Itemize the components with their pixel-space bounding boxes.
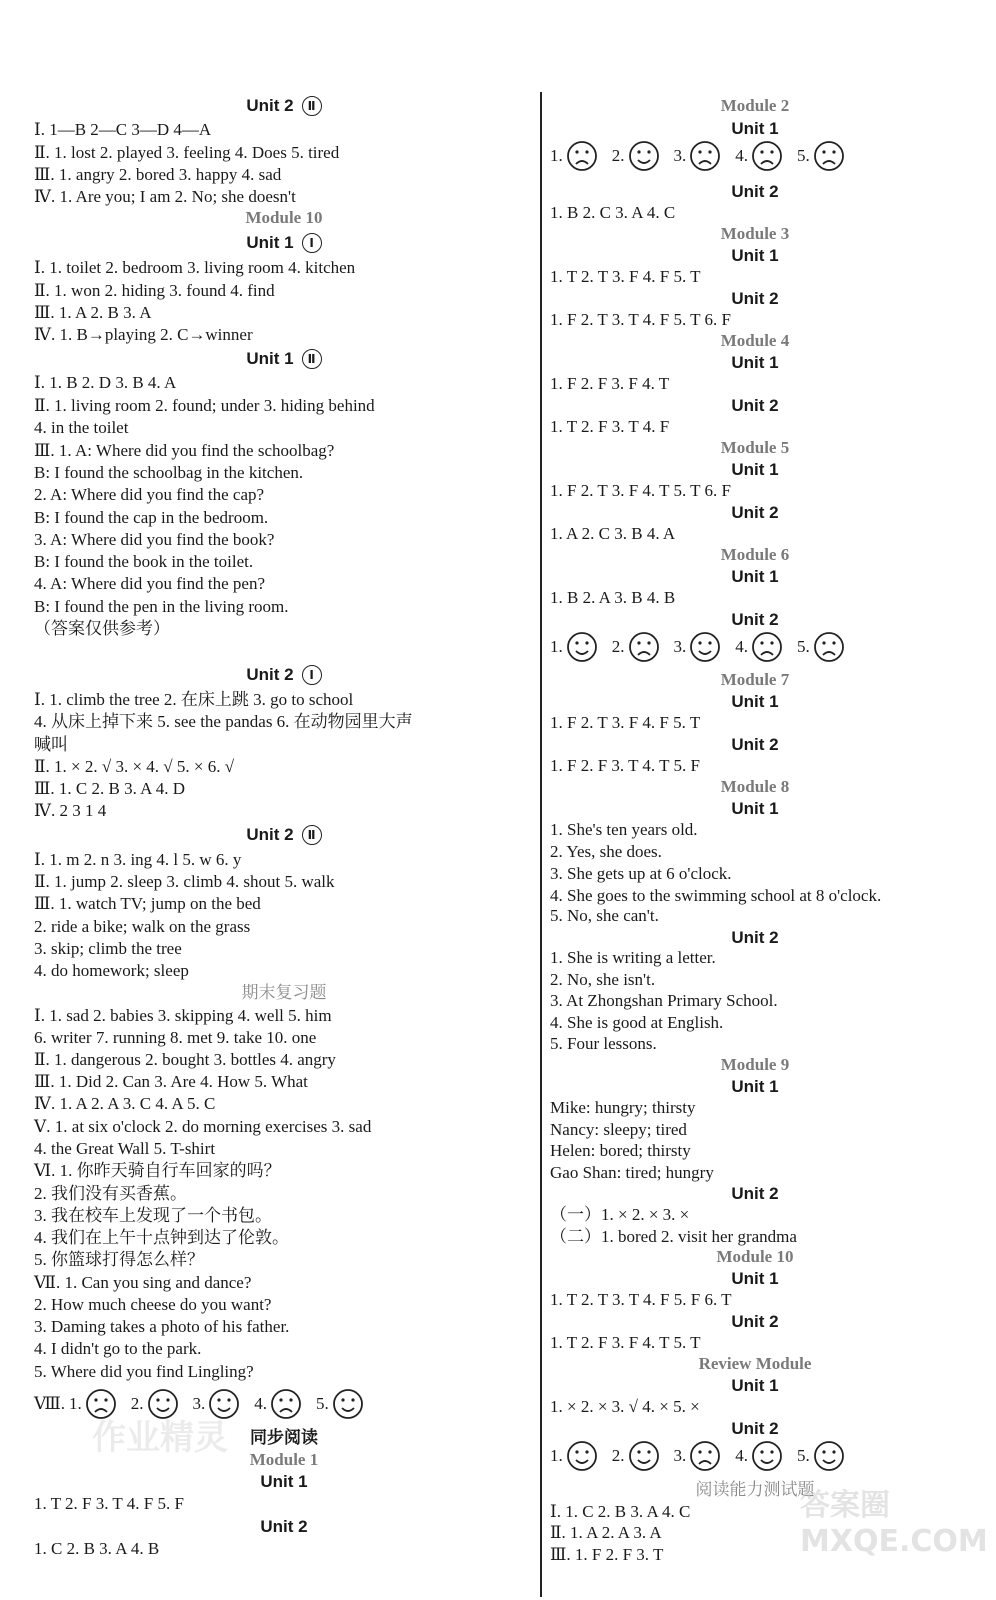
answer-line <box>550 1013 723 1033</box>
part-number-badge: Ⅱ <box>302 349 322 369</box>
answer-line <box>34 619 170 639</box>
answer-line <box>34 574 265 594</box>
answer-line <box>550 1502 690 1522</box>
face-answer-row <box>550 140 859 172</box>
section-heading <box>550 777 960 797</box>
line-text: 1. F 2. T 3. F 4. T 5. T 6. F <box>550 481 731 500</box>
sad-face-icon: 3. <box>674 140 722 172</box>
sad-face-icon: 2. <box>612 631 660 663</box>
answer-line <box>34 1117 371 1137</box>
line-text: Unit 2 <box>246 825 294 844</box>
line-text: 4. 我们在上午十点钟到达了伦敦。 <box>34 1228 289 1247</box>
answer-line <box>34 735 68 755</box>
answer-line <box>34 1339 201 1359</box>
unit-heading <box>34 1472 534 1492</box>
line-text: Unit 1 <box>260 1472 308 1491</box>
line-text: Unit 2 <box>731 503 779 522</box>
line-text: Unit 2 <box>731 396 779 415</box>
line-text: 1. T 2. F 3. T 4. F 5. F <box>34 1494 184 1513</box>
line-text: Ⅱ. 1. lost 2. played 3. feeling 4. Does 5. tired <box>34 143 340 162</box>
sad-face-icon: 1. <box>69 1388 117 1420</box>
sad-face-icon: 5. <box>797 140 845 172</box>
unit-heading <box>550 289 960 309</box>
answer-line <box>550 1227 797 1247</box>
answer-line <box>34 939 182 959</box>
answer-line <box>34 712 413 732</box>
line-text: （一）1. × 2. × 3. × <box>550 1205 690 1224</box>
answer-line <box>550 1397 700 1417</box>
line-text: 1. F 2. F 3. T 4. T 5. F <box>550 756 700 775</box>
answer-line <box>550 842 662 862</box>
line-text: 1. B 2. C 3. A 4. C <box>550 203 676 222</box>
line-text: 3. 我在校车上发现了一个书包。 <box>34 1206 272 1225</box>
answer-line <box>550 1141 691 1161</box>
face-answer-row <box>550 1440 859 1472</box>
line-text: Module 4 <box>720 331 790 350</box>
answer-line <box>34 1050 336 1070</box>
answer-line <box>550 417 669 437</box>
line-text: 4. She goes to the swimming school at 8 o'clock. <box>550 886 882 905</box>
answer-line <box>550 906 659 926</box>
line-text: Ⅰ. 1. B 2. D 3. B 4. A <box>34 373 177 392</box>
line-text: Module 2 <box>720 96 790 115</box>
line-text: Unit 2 <box>246 665 294 684</box>
unit-heading <box>550 692 960 712</box>
line-text: 3. skip; climb the tree <box>34 939 182 958</box>
unit-heading <box>550 1077 960 1097</box>
line-text: Unit 1 <box>731 1077 779 1096</box>
section-heading <box>34 208 534 228</box>
answer-line <box>34 872 335 892</box>
unit-heading <box>34 1517 534 1537</box>
line-text: Ⅱ. 1. A 2. A 3. A <box>550 1523 662 1542</box>
line-text: Gao Shan: tired; hungry <box>550 1163 714 1182</box>
line-text: 4. A: Where did you find the pen? <box>34 574 266 593</box>
line-text: Ⅰ. 1. sad 2. babies 3. skipping 4. well 5. him <box>34 1006 332 1025</box>
unit-heading <box>550 396 960 416</box>
watermark-left: 作业精灵 <box>92 1418 228 1458</box>
unit-heading <box>550 1376 960 1396</box>
sad-face-icon: 3. <box>674 1440 722 1472</box>
answer-line <box>550 1333 701 1353</box>
line-text: 3. At Zhongshan Primary School. <box>550 991 778 1010</box>
answer-line <box>34 1184 187 1204</box>
line-text: Unit 2 <box>731 735 779 754</box>
line-text: 3. Daming takes a photo of his father. <box>34 1317 290 1336</box>
line-text: Module 10 <box>245 208 323 227</box>
unit-heading <box>550 1269 960 1289</box>
line-text: Ⅱ. 1. won 2. hiding 3. found 4. find <box>34 281 275 300</box>
answer-line <box>34 1072 308 1092</box>
line-text: Unit 2 <box>731 1419 779 1438</box>
line-text: Ⅳ. 1. A 2. A 3. C 4. A 5. C <box>34 1094 216 1113</box>
unit-heading <box>550 735 960 755</box>
line-text: Unit 2 <box>731 289 779 308</box>
sad-face-icon: 5. <box>797 631 845 663</box>
unit-heading <box>34 825 534 845</box>
line-text: 3. She gets up at 6 o'clock. <box>550 864 732 883</box>
answer-line <box>550 886 881 906</box>
unit-heading <box>550 1312 960 1332</box>
line-text: Unit 1 <box>731 246 779 265</box>
answer-line <box>34 396 375 416</box>
unit-heading <box>550 246 960 266</box>
answer-line <box>550 948 716 968</box>
section-heading <box>550 96 960 116</box>
line-text: Unit 1 <box>731 1269 779 1288</box>
line-text: Unit 1 <box>731 460 779 479</box>
part-number-badge: Ⅱ <box>302 96 322 116</box>
line-text: Unit 1 <box>731 567 779 586</box>
happy-face-icon: 3. <box>193 1388 241 1420</box>
answer-line <box>34 485 264 505</box>
line-text: Unit 2 <box>731 1312 779 1331</box>
line-text: Ⅳ. 1. Are you; I am 2. No; she doesn't <box>34 187 296 206</box>
line-text: Unit 1 <box>731 353 779 372</box>
line-text: Unit 1 <box>731 1376 779 1395</box>
line-text: Unit 2 <box>731 182 779 201</box>
answer-line <box>550 1205 689 1225</box>
section-heading <box>550 1247 960 1267</box>
line-text: Module 1 <box>249 1450 319 1469</box>
answer-line <box>34 1317 289 1337</box>
unit-heading <box>550 460 960 480</box>
line-text: Unit 2 <box>246 96 294 115</box>
happy-face-icon: 3. <box>674 631 722 663</box>
line-text: Ⅲ. 1. C 2. B 3. A 4. D <box>34 779 185 798</box>
line-text: 4. in the toilet <box>34 418 129 437</box>
line-text: Module 9 <box>720 1055 790 1074</box>
line-text: Helen: bored; thirsty <box>550 1141 691 1160</box>
line-text: Ⅳ. 2 3 1 4 <box>34 801 107 820</box>
part-number-badge: Ⅰ <box>302 665 322 685</box>
line-text: Ⅲ. 1. F 2. F 3. T <box>550 1545 664 1564</box>
line-text: Ⅱ. 1. living room 2. found; under 3. hiding behind <box>34 396 375 415</box>
unit-heading <box>550 503 960 523</box>
answer-line <box>550 1098 695 1118</box>
line-text: Ⅲ. 1. Did 2. Can 3. Are 4. How 5. What <box>34 1072 308 1091</box>
line-text: Ⅲ. 1. A 2. B 3. A <box>34 303 152 322</box>
answer-line <box>550 374 669 394</box>
watermark-right: 答案圈 MXQE.COM <box>800 1488 988 1559</box>
happy-face-icon: 5. <box>797 1440 845 1472</box>
answer-line <box>550 1163 714 1183</box>
answer-line <box>34 1362 254 1382</box>
answer-line <box>34 508 268 528</box>
line-text: 喊叫 <box>34 735 68 754</box>
answer-line <box>34 894 261 914</box>
unit-heading <box>34 665 534 685</box>
line-text: 1. A 2. C 3. B 4. A <box>550 524 676 543</box>
answer-line <box>34 1094 215 1114</box>
line-text: 4. I didn't go to the park. <box>34 1339 202 1358</box>
line-text: 1. C 2. B 3. A 4. B <box>34 1539 160 1558</box>
line-text: Ⅰ. 1. climb the tree 2. 在床上跳 3. go to school <box>34 690 354 709</box>
part-number-badge: Ⅰ <box>302 233 322 253</box>
answer-line <box>34 1228 289 1248</box>
line-text: 1. F 2. T 3. T 4. F 5. T 6. F <box>550 310 731 329</box>
answer-line <box>34 463 303 483</box>
line-text: B: I found the book in the toilet. <box>34 552 254 571</box>
line-text: 2. No, she isn't. <box>550 970 656 989</box>
line-text: 4. the Great Wall 5. T-shirt <box>34 1139 216 1158</box>
answer-line <box>34 530 274 550</box>
line-text: Ⅱ. 1. jump 2. sleep 3. climb 4. shout 5. walk <box>34 872 335 891</box>
happy-face-icon: 2. <box>612 140 660 172</box>
line-text: 2. Yes, she does. <box>550 842 662 861</box>
line-text: Ⅲ. 1. watch TV; jump on the bed <box>34 894 261 913</box>
section-heading <box>550 438 960 458</box>
happy-face-icon: 2. <box>612 1440 660 1472</box>
answer-line <box>34 961 189 981</box>
line-text: 1. T 2. F 3. T 4. F <box>550 417 670 436</box>
answer-line <box>550 267 701 287</box>
answer-line <box>34 690 353 710</box>
section-heading <box>550 1055 960 1075</box>
line-text: 5. 你篮球打得怎么样？ <box>34 1250 204 1269</box>
line-text: Module 7 <box>720 670 790 689</box>
unit-heading <box>550 1419 960 1439</box>
answer-line <box>34 281 275 301</box>
happy-face-icon: 2. <box>131 1388 179 1420</box>
line-text: 1. F 2. T 3. F 4. F 5. T <box>550 713 701 732</box>
sad-face-icon: 4. <box>735 140 783 172</box>
line-text: 1. × 2. × 3. √ 4. × 5. × <box>550 1397 700 1416</box>
line-text: 6. writer 7. running 8. met 9. take 10. one <box>34 1028 317 1047</box>
section-heading <box>34 983 534 1003</box>
answer-line <box>34 187 296 207</box>
line-text: Module 5 <box>720 438 790 457</box>
happy-face-icon: 5. <box>316 1388 364 1420</box>
section-heading <box>550 545 960 565</box>
line-text: 阅读能力测试题 <box>695 1480 815 1499</box>
answer-line <box>34 850 241 870</box>
row-prefix: Ⅷ. <box>34 1394 66 1413</box>
happy-face-icon: 4. <box>735 1440 783 1472</box>
line-text: Ⅲ. 1. angry 2. bored 3. happy 4. sad <box>34 165 282 184</box>
line-text: 2. A: Where did you find the cap? <box>34 485 265 504</box>
line-text: Ⅱ. 1. × 2. √ 3. × 4. √ 5. × 6. √ <box>34 757 235 776</box>
line-text: 同步阅读 <box>250 1428 318 1447</box>
answer-line <box>34 1028 316 1048</box>
line-text: Mike: hungry; thirsty <box>550 1098 696 1117</box>
line-text: 4. 从床上掉下来 5. see the pandas 6. 在动物园里大声 <box>34 712 413 731</box>
line-text: Module 8 <box>720 777 790 796</box>
answer-line <box>34 303 151 323</box>
line-text: 2. ride a bike; walk on the grass <box>34 917 251 936</box>
section-heading <box>550 224 960 244</box>
happy-face-icon: 1. <box>550 631 598 663</box>
line-text: Nancy: sleepy; tired <box>550 1120 687 1139</box>
line-text: 1. She is writing a letter. <box>550 948 716 967</box>
answer-line <box>550 820 698 840</box>
answer-line <box>34 801 106 821</box>
line-text: Ⅰ. 1. toilet 2. bedroom 3. living room 4. kitchen <box>34 258 356 277</box>
answer-line <box>34 441 334 461</box>
answer-line <box>550 1545 663 1565</box>
answer-line <box>550 713 700 733</box>
answer-line <box>34 1250 204 1270</box>
answer-line <box>34 325 253 345</box>
answer-line <box>34 552 253 572</box>
line-text: Unit 1 <box>246 233 294 252</box>
answer-line <box>550 588 675 608</box>
line-text: 4. do homework; sleep <box>34 961 189 980</box>
line-text: Unit 1 <box>731 119 779 138</box>
sad-face-icon: 1. <box>550 140 598 172</box>
answer-line <box>550 524 675 544</box>
answer-line <box>550 310 731 330</box>
answer-line <box>550 1523 662 1543</box>
answer-line <box>34 418 128 438</box>
sad-face-icon: 4. <box>254 1388 302 1420</box>
line-text: 1. B 2. A 3. B 4. B <box>550 588 676 607</box>
line-text: Unit 2 <box>731 928 779 947</box>
answer-line <box>34 1539 159 1559</box>
line-text: Module 10 <box>716 1247 794 1266</box>
line-text: Unit 2 <box>731 610 779 629</box>
answer-line <box>34 1494 184 1514</box>
unit-heading <box>550 928 960 948</box>
section-heading <box>550 331 960 351</box>
line-text: Unit 2 <box>260 1517 308 1536</box>
answer-line <box>34 1006 332 1026</box>
line-text: Ⅳ. 1. B→playing 2. C→winner <box>34 325 253 344</box>
line-text: Unit 1 <box>731 799 779 818</box>
answer-line <box>550 203 675 223</box>
line-text: Ⅶ. 1. Can you sing and dance? <box>34 1273 252 1292</box>
line-text: 5. No, she can't. <box>550 906 659 925</box>
line-text: 2. How much cheese do you want? <box>34 1295 272 1314</box>
unit-heading <box>34 233 534 253</box>
answer-line <box>34 1273 251 1293</box>
line-text: Unit 2 <box>731 1184 779 1203</box>
answer-line <box>34 1161 281 1181</box>
line-text: Ⅱ. 1. dangerous 2. bought 3. bottles 4. angry <box>34 1050 336 1069</box>
line-text: （二）1. bored 2. visit her grandma <box>550 1227 797 1246</box>
line-text: 3. A: Where did you find the book? <box>34 530 275 549</box>
answer-line <box>34 143 339 163</box>
answer-line <box>34 1139 215 1159</box>
answer-line <box>34 779 185 799</box>
answer-line <box>34 165 281 185</box>
line-text: 4. She is good at English. <box>550 1013 724 1032</box>
unit-heading <box>550 119 960 139</box>
unit-heading <box>550 799 960 819</box>
line-text: Unit 1 <box>731 692 779 711</box>
line-text: 1. She's ten years old. <box>550 820 698 839</box>
answer-line <box>550 756 700 776</box>
line-text: （答案仅供参考） <box>34 619 170 638</box>
happy-face-icon: 1. <box>550 1440 598 1472</box>
line-text: 1. T 2. T 3. F 4. F 5. T <box>550 267 701 286</box>
unit-heading <box>550 567 960 587</box>
answer-line <box>550 864 732 884</box>
answer-line <box>34 917 250 937</box>
face-answer-row <box>550 631 859 663</box>
line-text: Review Module <box>698 1354 812 1373</box>
line-text: Ⅰ. 1. m 2. n 3. ing 4. l 5. w 6. y <box>34 850 242 869</box>
line-text: Ⅰ. 1—B 2—C 3—D 4—A <box>34 120 212 139</box>
answer-line <box>34 1295 271 1315</box>
line-text: Ⅲ. 1. A: Where did you find the schoolbag? <box>34 441 335 460</box>
unit-heading <box>550 1184 960 1204</box>
answer-line <box>550 1120 687 1140</box>
answer-line <box>550 991 778 1011</box>
line-text: Module 6 <box>720 545 790 564</box>
answer-line <box>34 258 355 278</box>
unit-heading <box>550 182 960 202</box>
line-text: 1. F 2. F 3. F 4. T <box>550 374 670 393</box>
line-text: B: I found the cap in the bedroom. <box>34 508 269 527</box>
sad-face-icon: 4. <box>735 631 783 663</box>
unit-heading <box>550 353 960 373</box>
line-text: 期末复习题 <box>241 983 327 1002</box>
answer-line <box>550 481 731 501</box>
unit-heading <box>550 610 960 630</box>
answer-line <box>550 1290 732 1310</box>
answer-line <box>34 1206 272 1226</box>
line-text: B: I found the schoolbag in the kitchen. <box>34 463 304 482</box>
answer-line <box>34 757 234 777</box>
line-text: B: I found the pen in the living room. <box>34 597 289 616</box>
answer-line <box>550 1034 657 1054</box>
column-divider <box>540 92 542 1597</box>
section-heading <box>550 670 960 690</box>
line-text: 1. T 2. F 3. F 4. T 5. T <box>550 1333 701 1352</box>
part-number-badge: Ⅱ <box>302 825 322 845</box>
line-text: 5. Four lessons. <box>550 1034 657 1053</box>
answer-line <box>34 120 211 140</box>
line-text: 1. T 2. T 3. T 4. F 5. F 6. T <box>550 1290 732 1309</box>
line-text: Ⅵ. 1. 你昨天骑自行车回家的吗？ <box>34 1161 281 1180</box>
unit-heading <box>34 96 534 116</box>
line-text: Ⅰ. 1. C 2. B 3. A 4. C <box>550 1502 691 1521</box>
answer-line <box>550 970 655 990</box>
line-text: 5. Where did you find Lingling? <box>34 1362 254 1381</box>
line-text: 2. 我们没有买香蕉。 <box>34 1184 187 1203</box>
line-text: Ⅴ. 1. at six o'clock 2. do morning exercises 3. sad <box>34 1117 372 1136</box>
answer-line <box>34 597 289 617</box>
answer-line <box>34 373 176 393</box>
section-heading <box>550 1354 960 1374</box>
line-text: Unit 1 <box>246 349 294 368</box>
line-text: Module 3 <box>720 224 790 243</box>
unit-heading <box>34 349 534 369</box>
